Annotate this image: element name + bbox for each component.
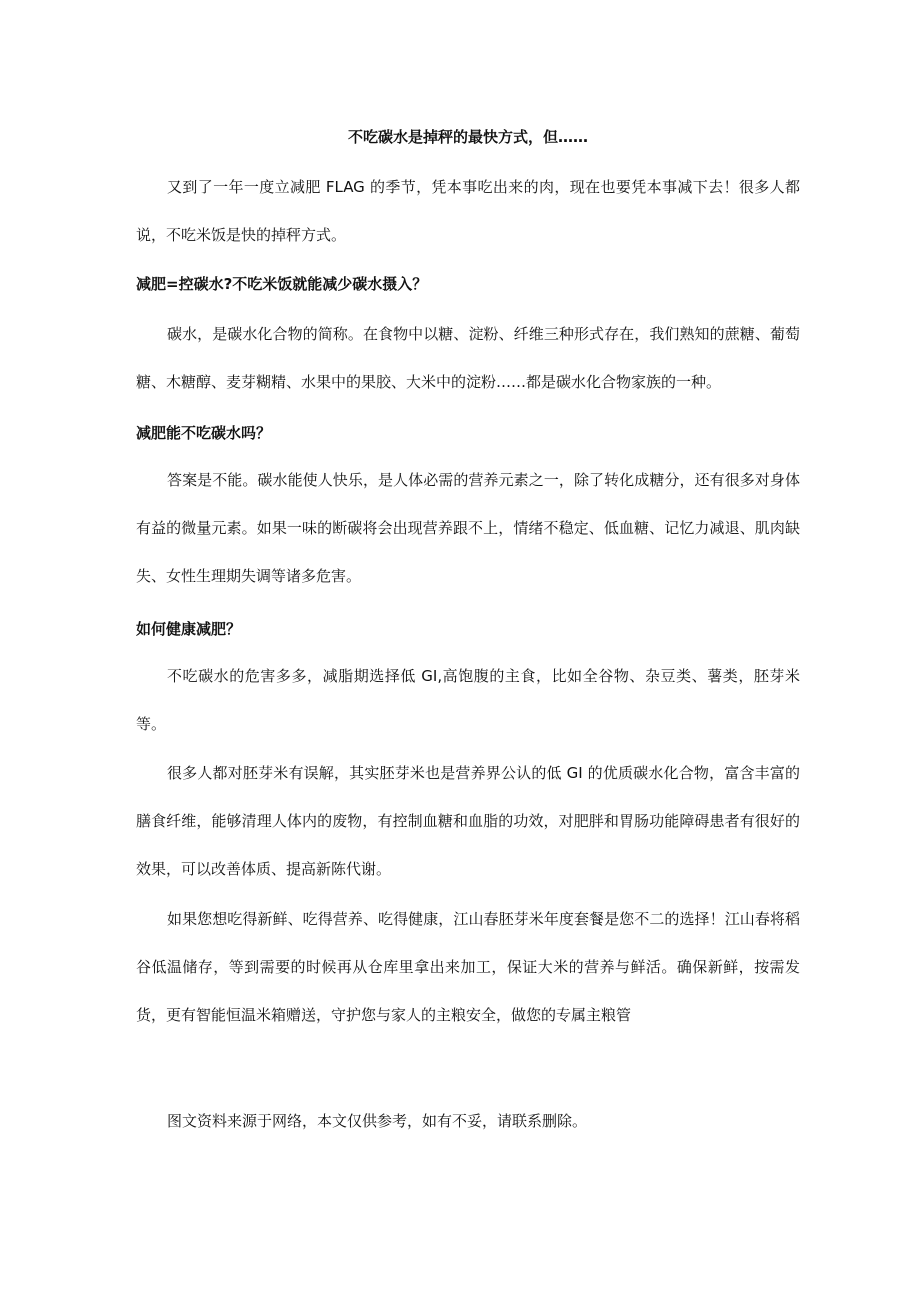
document-title: 不吃碳水是掉秤的最快方式，但…… <box>347 128 588 146</box>
heading-healthy-diet: 如何健康减肥？ <box>136 620 242 638</box>
paragraph-promo: 如果您想吃得新鲜、吃得营养、吃得健康，江山春胚芽米年度套餐是您不二的选择！江山春将稻谷低温储存，等到需要的时候再从仓库里拿出来加工，保证大米的营养与鲜活。确保新鲜，按需发货，更有智能恒温米箱赠送，守护您与家人的主粮安全，做您的专属主粮管 <box>136 910 800 1024</box>
paragraph-carb-definition: 碳水，是碳水化合物的简称。在食物中以糖、淀粉、纤维三种形式存在，我们熟知的蔗糖、葡萄糖、木糖醇、麦芽糊精、水果中的果胶、大米中的淀粉……都是碳水化合物家族的一种。 <box>136 325 800 391</box>
paragraph-intro: 又到了一年一度立减肥 FLAG 的季节，凭本事吃出来的肉，现在也要凭本事减下去！很多人都说，不吃米饭是快的掉秤方式。 <box>136 178 800 244</box>
heading-no-carb-question: 减肥能不吃碳水吗？ <box>136 424 272 442</box>
paragraph-healthy-diet: 不吃碳水的危害多多，减脂期选择低 GI,高饱腹的主食，比如全谷物、杂豆类、薯类，胚芽米等。 <box>136 667 800 733</box>
paragraph-germ-rice: 很多人都对胚芽米有误解，其实胚芽米也是营养界公认的低 GI 的优质碳水化合物，富含丰富的膳食纤维，能够清理人体内的废物，有控制血糖和血脂的功效，对肥胖和胃肠功能障碍患者有很好的效果，可以改善体质、提高新陈代谢。 <box>136 764 800 878</box>
paragraph-disclaimer: 图文资料来源于网络，本文仅供参考，如有不妥，请联系删除。 <box>167 1112 588 1130</box>
heading-carb-control: 减肥=控碳水?不吃米饭就能减少碳水摄入？ <box>136 275 428 293</box>
paragraph-answer: 答案是不能。碳水能使人快乐，是人体必需的营养元素之一，除了转化成糖分，还有很多对身体有益的微量元素。如果一味的断碳将会出现营养跟不上，情绪不稳定、低血糖、记忆力减退、肌肉缺失、女性生理期失调等诸多危害。 <box>136 471 800 585</box>
